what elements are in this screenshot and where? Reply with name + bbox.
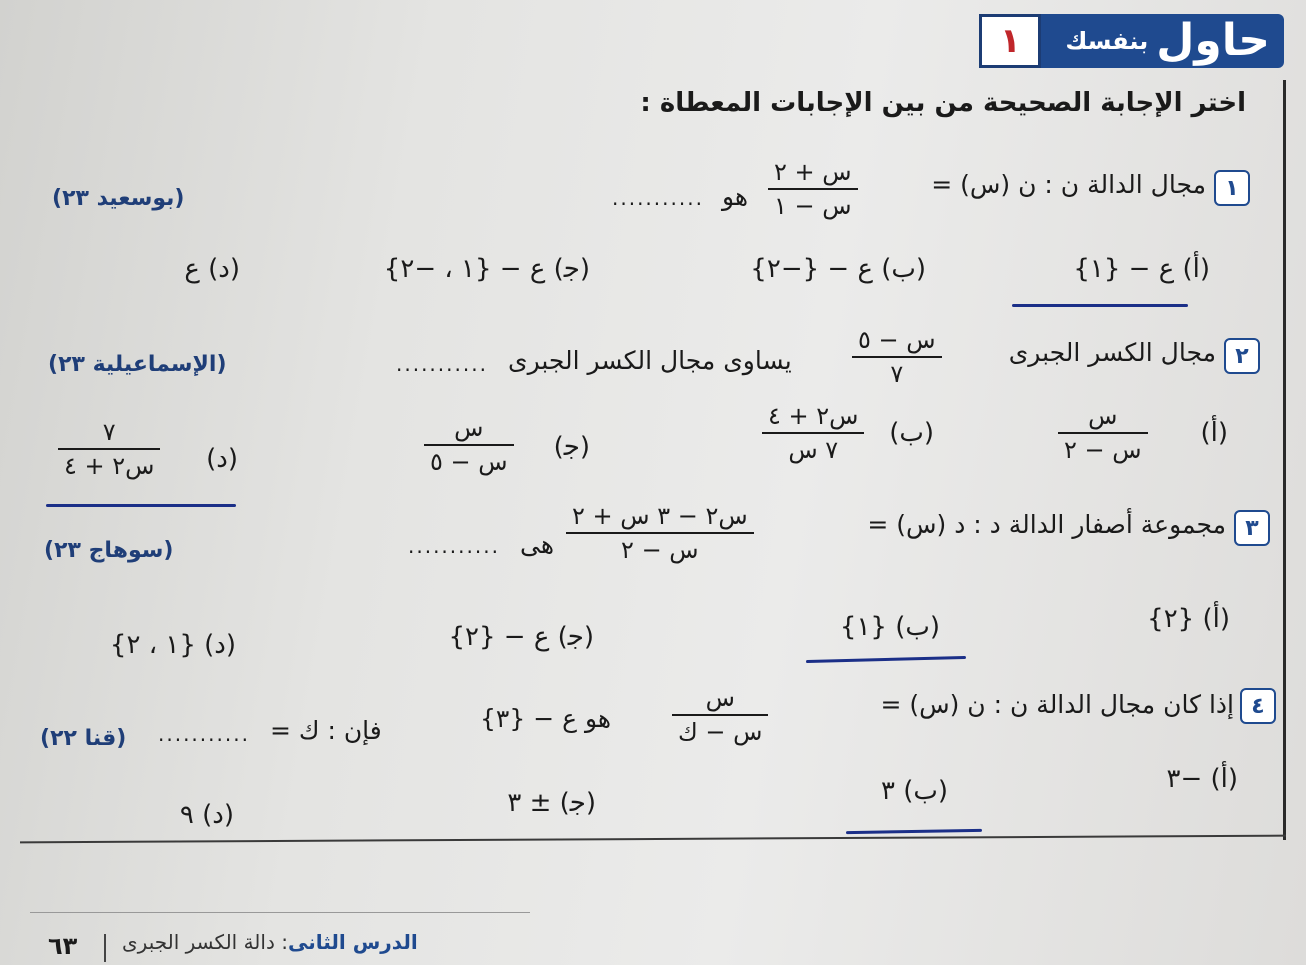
question-1-option-d[interactable]: (د) ع — [184, 254, 240, 284]
question-1-blank: ........... — [612, 186, 704, 210]
question-4-option-a[interactable]: (أ) −٣ — [1166, 764, 1238, 794]
question-4-number: ٤ — [1240, 688, 1276, 724]
fraction-denominator: س − ٥ — [430, 448, 508, 476]
question-2-source: (الإسماعيلية ٢٣) — [48, 352, 227, 377]
question-3-option-c[interactable]: (ﺟ) ع − {٢} — [448, 622, 594, 652]
question-3-blank: ........... — [408, 534, 500, 558]
page-number: ٦٣ — [48, 932, 78, 960]
question-2-tail: يساوى مجال الكسر الجبرى — [508, 346, 792, 375]
fraction-numerator: س — [1088, 402, 1118, 430]
question-2-lead: مجال الكسر الجبرى — [1008, 338, 1216, 367]
lesson-title: : دالة الكسر الجبرى — [122, 930, 288, 954]
question-3-option-b[interactable]: (ب) {١} — [839, 612, 940, 642]
fraction-denominator: ٧ س — [788, 436, 839, 464]
question-4-source: (قنا ٢٢) — [40, 726, 127, 751]
question-2-fraction — [852, 326, 942, 388]
page-frame-bottom — [20, 835, 1286, 844]
question-4-tail: هو ع − {٣} — [480, 704, 612, 733]
fraction-numerator: س — [454, 414, 484, 442]
question-1-option-a[interactable]: (أ) ع − {١} — [1073, 254, 1210, 284]
badge-small-text: بنفسك — [1065, 27, 1149, 55]
fraction-numerator: س + ٢ — [774, 158, 852, 186]
question-3-lead: مجموعة أصفار الدالة د : د (س) = — [867, 510, 1226, 539]
question-3-fraction — [566, 502, 754, 564]
question-3-option-a[interactable]: (أ) {٢} — [1147, 604, 1230, 634]
fraction-numerator: س — [705, 684, 735, 712]
badge-big-text: حاول — [1156, 15, 1270, 66]
question-2-option-d-label[interactable]: (د) — [206, 444, 238, 474]
question-2-option-d[interactable] — [58, 418, 160, 480]
question-2-option-c-label[interactable]: (ﺟ) — [553, 432, 590, 462]
question-1-tail: هو — [722, 182, 749, 211]
answer-underline — [46, 504, 236, 507]
question-4-lead: إذا كان مجال الدالة ن : ن (س) = — [880, 690, 1234, 719]
question-2-option-b[interactable] — [762, 402, 864, 464]
footer-lesson — [122, 930, 418, 954]
fraction-denominator: س − ٢ — [1064, 436, 1142, 464]
question-3-option-d[interactable]: (د) {١ ، ٢} — [109, 630, 236, 660]
footer-separator — [104, 934, 106, 962]
fraction-denominator: ٧ — [890, 360, 904, 388]
badge-title — [1041, 14, 1284, 68]
fraction-numerator: س٢ − ٣ س + ٢ — [572, 502, 748, 530]
question-4-condition: فإن : ك = — [270, 716, 382, 745]
fraction-numerator: ٧ — [102, 418, 116, 446]
question-2-option-a-label[interactable]: (أ) — [1200, 418, 1228, 448]
question-1-lead: مجال الدالة ن : ن (س) = — [931, 170, 1206, 199]
footer-rule — [30, 912, 530, 913]
question-1-option-c[interactable]: (ﺟ) ع − {١ ، −٢} — [383, 254, 590, 284]
instruction-text: اختر الإجابة الصحيحة من بين الإجابات المعطاة : — [640, 88, 1246, 118]
lesson-label: الدرس الثانى — [287, 930, 418, 954]
question-4-option-d[interactable]: (د) ٩ — [179, 800, 234, 830]
question-2-option-b-label[interactable]: (ب) — [889, 418, 934, 448]
question-4-blank: ........... — [158, 722, 250, 746]
question-2-number: ٢ — [1224, 338, 1260, 374]
question-1-option-b[interactable]: (ب) ع − {−٢} — [750, 254, 926, 284]
badge-number: ١ — [979, 14, 1041, 68]
answer-underline — [806, 656, 966, 663]
question-1-fraction — [768, 158, 858, 220]
question-3-number: ٣ — [1234, 510, 1270, 546]
question-2-option-c[interactable] — [424, 414, 514, 476]
try-yourself-badge — [979, 14, 1284, 68]
fraction-denominator: س − ١ — [774, 192, 852, 220]
question-4-option-c[interactable]: (ﺟ) ± ٣ — [507, 788, 596, 818]
question-1-source: (بوسعيد ٢٣) — [52, 186, 185, 211]
fraction-denominator: س − ٢ — [621, 536, 699, 564]
question-3-source: (سوهاج ٢٣) — [44, 538, 174, 563]
question-4-option-b[interactable]: (ب) ٣ — [881, 776, 948, 806]
answer-underline — [846, 829, 982, 834]
fraction-numerator: س − ٥ — [858, 326, 936, 354]
question-3-tail: هى — [520, 530, 555, 559]
question-4-fraction — [672, 684, 768, 746]
fraction-denominator: س − ك — [678, 718, 763, 746]
fraction-denominator: س٢ + ٤ — [64, 452, 155, 480]
question-2-blank: ........... — [396, 352, 488, 376]
question-1-number: ١ — [1214, 170, 1250, 206]
fraction-numerator: س٢ + ٤ — [768, 402, 859, 430]
page-frame-right — [1283, 80, 1286, 840]
answer-underline — [1012, 304, 1188, 307]
question-2-option-a[interactable] — [1058, 402, 1148, 464]
